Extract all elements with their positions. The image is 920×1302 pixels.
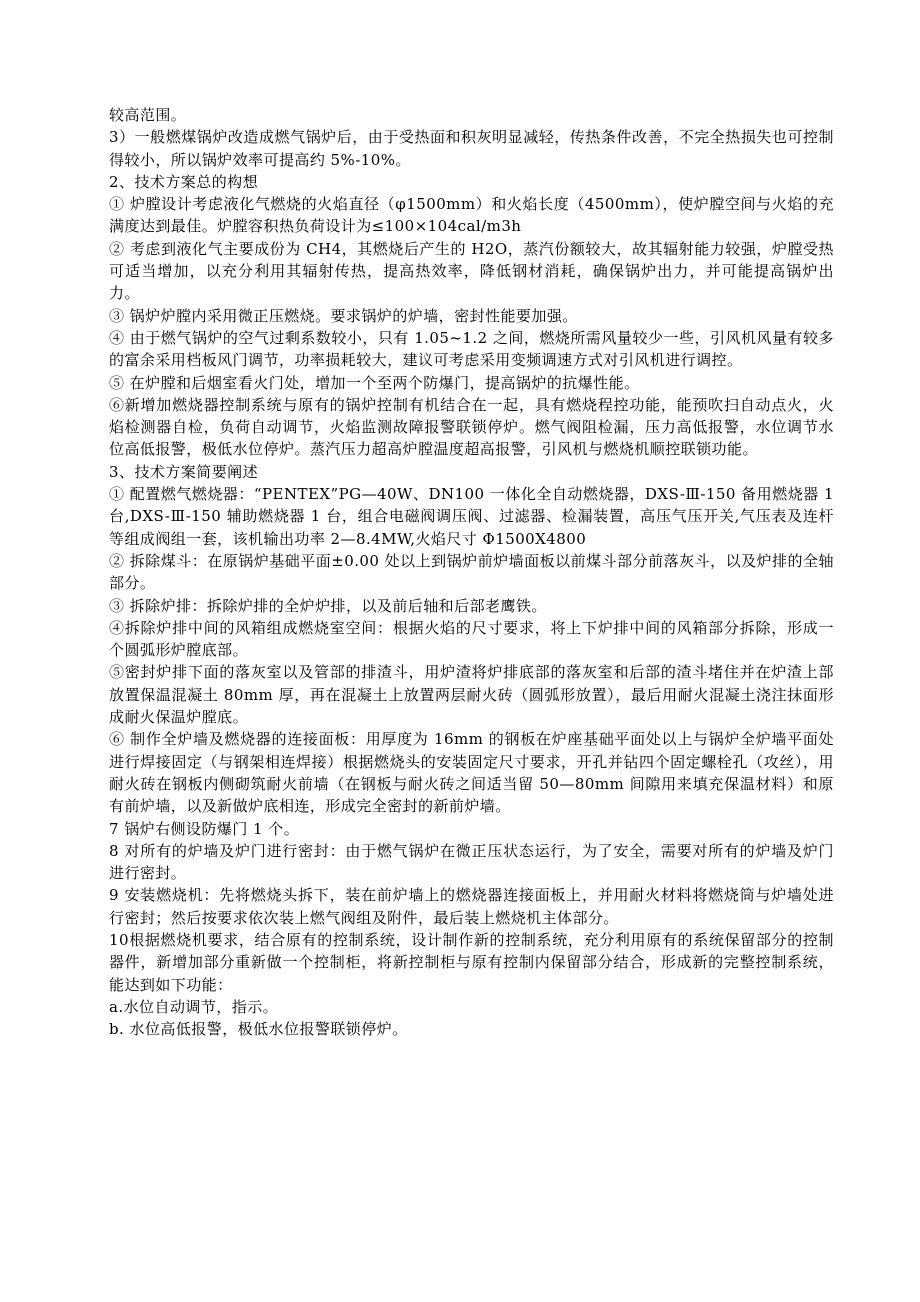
- paragraph: ⑥ 制作全炉墙及燃烧器的连接面板：用厚度为 16mm 的钢板在炉座基础平面处以上与锅炉全炉墙平面处进行焊接固定（与钢架相连焊接）根据燃烧头的安装固定尺寸要求，开孔并钻四个固定螺栓孔（攻丝），用耐火砖在钢板内侧砌筑耐火前墙（在钢板与耐火砖之间适当留 50—80mm 间隙用来填充保温材料）和原有前炉墙，以及新做炉底相连，形成完全密封的新前炉墙。: [109, 730, 834, 816]
- paragraph: 7 锅炉右侧设防爆门 1 个。: [109, 819, 300, 838]
- paragraph: ③ 锅炉炉膛内采用微正压燃烧。要求锅炉的炉墙，密封性能要加强。: [109, 306, 578, 325]
- paragraph: ① 炉膛设计考虑液化气燃烧的火焰直径（φ1500mm）和火焰长度（4500mm），使炉膛空间与火焰的充满度达到最佳。炉膛容积热负荷设计为≤100×104cal/m3h: [109, 195, 834, 236]
- paragraph: ② 考虑到液化气主要成份为 CH4，其燃烧后产生的 H2O，蒸汽份额较大，故其辐射能力较强，炉膛受热可适当增加，以充分利用其辐射传热，提高热效率，降低钢材消耗，确保锅炉出力，并可能提高锅炉出力。: [109, 239, 834, 303]
- paragraph: ④拆除炉排中间的风箱组成燃烧室空间：根据火焰的尺寸要求，将上下炉排中间的风箱部分拆除，形成一个圆弧形炉膛底部。: [109, 618, 834, 660]
- paragraph: 10根据燃烧机要求，结合原有的控制系统，设计制作新的控制系统，充分利用原有的系统保留部分的控制器件，新增加部分重新做一个控制柜，将新控制柜与原有控制内保留部分结合，形成新的完整控制系统，能达到如下功能：: [109, 930, 834, 994]
- paragraph: ⑤ 在炉膛和后烟室看火门处，增加一个至两个防爆门，提高锅炉的抗爆性能。: [109, 373, 640, 392]
- paragraph: ⑥新增加燃烧器控制系统与原有的锅炉控制有机结合在一起，具有燃烧程控功能，能预吹扫自动点火，火焰检测器自检，负荷自动调节，火焰监测故障报警联锁停炉。燃气阀阻检漏，压力高低报警，水位调节水位高低报警，极低水位停炉。蒸汽压力超高炉膛温度超高报警，引风机与燃烧机顺控联锁功能。: [109, 395, 834, 459]
- paragraph: 3）一般燃煤锅炉改造成燃气锅炉后，由于受热面和积灰明显减轻，传热条件改善，不完全热损失也可控制得较小，所以锅炉效率可提高约 5%-10%。: [109, 128, 834, 169]
- section-heading: 2、技术方案总的构想: [109, 172, 259, 191]
- document-body: [109, 104, 834, 1040]
- paragraph: 8 对所有的炉墙及炉门进行密封：由于燃气锅炉在微正压状态运行，为了安全，需要对所有的炉墙及炉门进行密封。: [109, 841, 834, 883]
- list-item: b. 水位高低报警，极低水位报警联锁停炉。: [109, 1020, 408, 1039]
- paragraph: ④ 由于燃气锅炉的空气过剩系数较小，只有 1.05~1.2 之间，燃烧所需风量较少一些，引风机风量有较多的富余采用档板风门调节，功率损耗较大，建议可考虑采用变频调速方式对引风机进行调控。: [109, 328, 834, 370]
- section-heading: 3、技术方案简要阐述: [109, 462, 259, 481]
- paragraph: 较高范围。: [109, 106, 187, 124]
- paragraph: ⑤密封炉排下面的落灰室以及管部的排渣斗，用炉渣将炉排底部的落灰室和后部的渣斗堵住并在炉渣上部放置保温混凝土 80mm 厚，再在混凝土上放置两层耐火砖（圆弧形放置），最后用耐火混凝土浇注抹面形成耐火保温炉膛底。: [109, 663, 834, 727]
- paragraph: 9 安装燃烧机：先将燃烧头拆下，装在前炉墙上的燃烧器连接面板上，并用耐火材料将燃烧筒与炉墙处进行密封；然后按要求依次装上燃气阀组及附件，最后装上燃烧机主体部分。: [109, 886, 834, 927]
- paragraph: ③ 拆除炉排：拆除炉排的全炉炉排，以及前后轴和后部老鹰铁。: [109, 596, 547, 615]
- paragraph: ② 拆除煤斗：在原锅炉基础平面±0.00 处以上到锅炉前炉墙面板以前煤斗部分前落灰斗，以及炉排的全轴部分。: [109, 551, 834, 593]
- list-item: a.水位自动调节，指示。: [109, 997, 279, 1016]
- paragraph: ① 配置燃气燃烧器：“PENTEX”PG—40W、DN100 一体化全自动燃烧器，DXS-Ⅲ-150 备用燃烧器 1 台,DXS-Ⅲ-150 辅助燃烧器 1 台，组合电磁阀调压阀、过滤器、检漏装置，高压气压开关,气压表及连杆等组成阀组一套，该机输出功率 2—8.4MW,火焰尺寸 Φ1500X4800: [109, 485, 834, 548]
